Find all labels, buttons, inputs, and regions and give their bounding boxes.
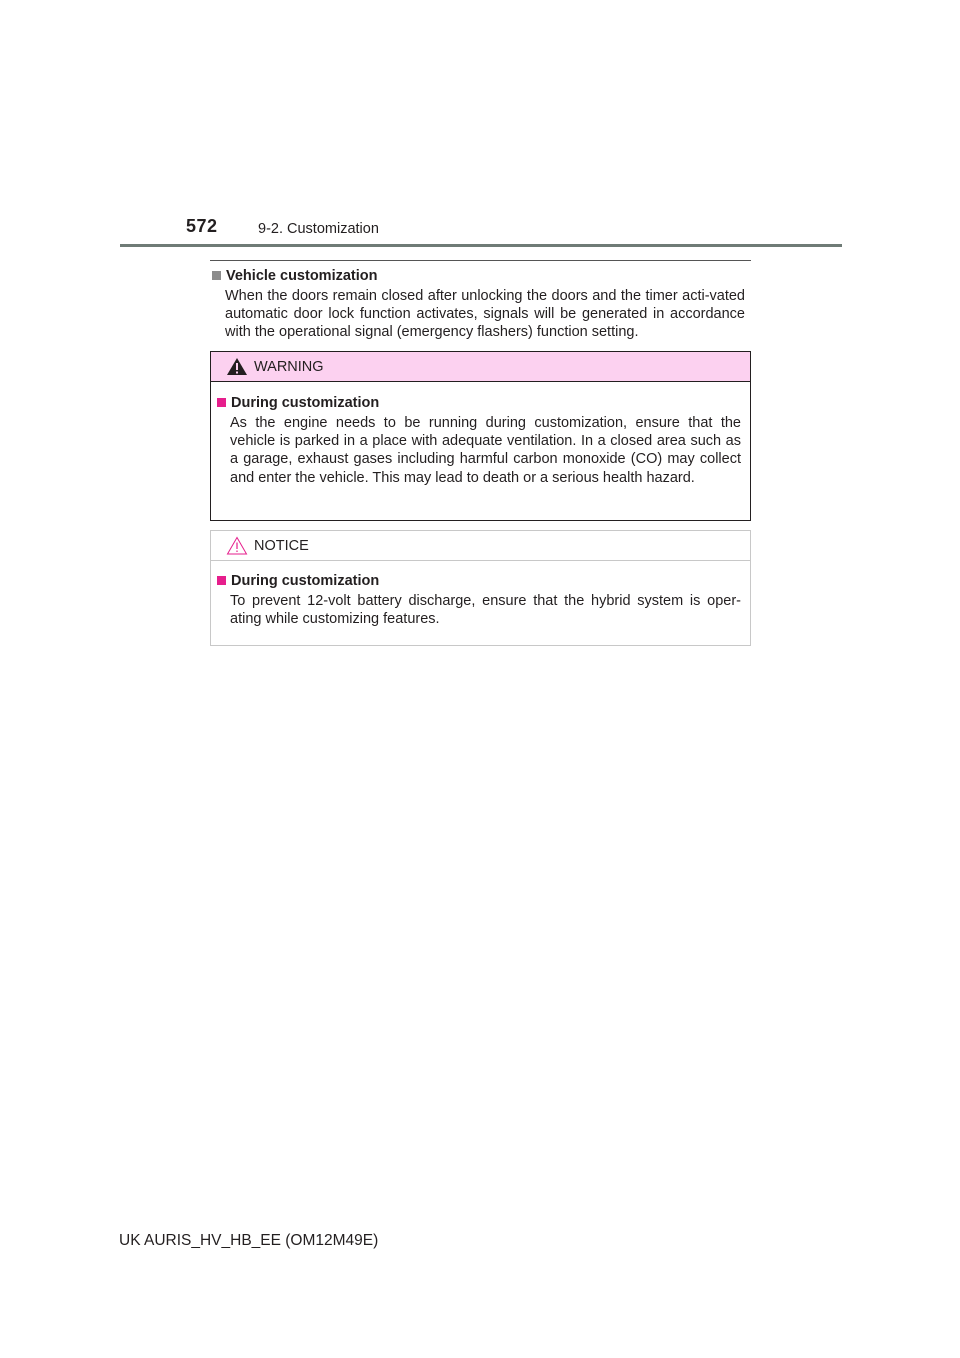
warning-header bbox=[211, 352, 750, 382]
thin-rule bbox=[210, 260, 751, 261]
pink-bullet-icon bbox=[217, 398, 226, 407]
warning-box bbox=[210, 351, 751, 521]
footer-model-code: UK AURIS_HV_HB_EE (OM12M49E) bbox=[119, 1232, 379, 1249]
notice-triangle-icon bbox=[226, 536, 248, 555]
pink-bullet-icon bbox=[217, 576, 226, 585]
notice-label: NOTICE bbox=[254, 538, 309, 554]
warning-triangle-icon bbox=[226, 357, 248, 376]
notice-header bbox=[211, 531, 750, 561]
warning-label: WARNING bbox=[254, 359, 324, 375]
heading-text: Vehicle customization bbox=[226, 268, 378, 284]
notice-body: To prevent 12-volt battery discharge, ensure that the hybrid system is oper-ating while customizing features. bbox=[230, 593, 741, 628]
notice-heading bbox=[217, 573, 379, 589]
warning-body: As the engine needs to be running during customization, ensure that the vehicle is parked in a place with adequate ventilation. In a closed area such as a garage, exhaust gases including harmful carbon monoxide (CO) may collect and enter the vehicle. This may lead to death or a serious health hazard. bbox=[230, 415, 741, 486]
page-number: 572 bbox=[186, 216, 218, 236]
vehicle-customization-body: When the doors remain closed after unlocking the doors and the timer acti-vated automatic door lock function activates, signals will be generated in accordance with the operational signal (emergency flashers) function setting. bbox=[225, 288, 745, 341]
header-rule bbox=[120, 244, 842, 247]
section-title: 9-2. Customization bbox=[258, 221, 379, 237]
vehicle-customization-heading bbox=[212, 268, 378, 284]
gray-bullet-icon bbox=[212, 271, 221, 280]
heading-text: During customization bbox=[231, 573, 380, 589]
warning-heading bbox=[217, 395, 379, 411]
notice-box bbox=[210, 530, 751, 646]
heading-text: During customization bbox=[231, 395, 380, 411]
